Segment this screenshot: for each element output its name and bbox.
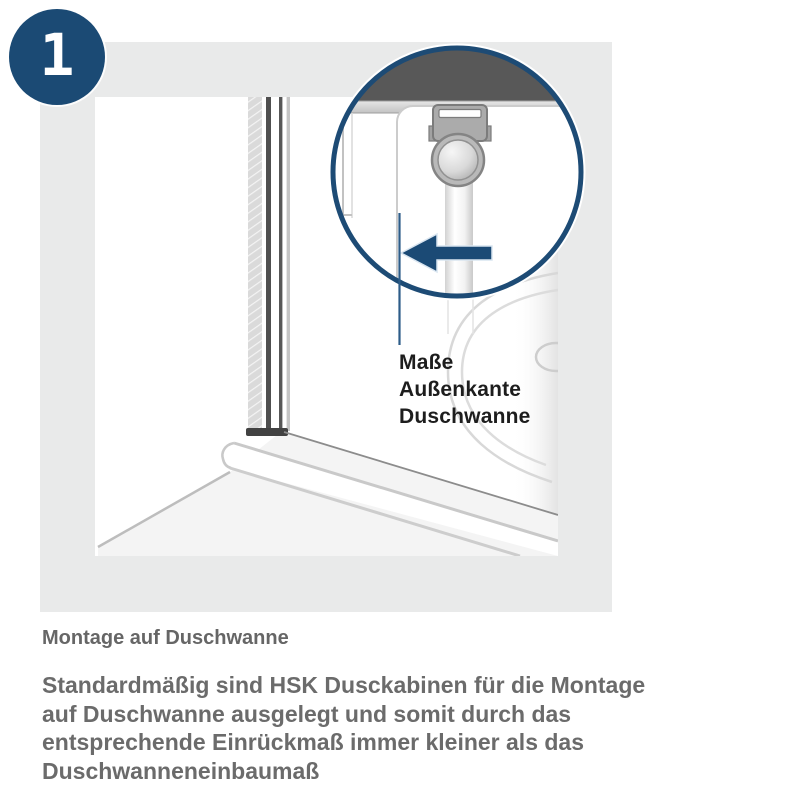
profile-end-cap <box>246 428 288 436</box>
profile-dark-strip-1 <box>266 97 271 431</box>
caption-heading: Montage auf Duschwanne <box>42 627 289 649</box>
callout-label <box>399 349 531 430</box>
callout-label-line-2: Außenkante <box>399 378 522 401</box>
figure-panel <box>40 42 612 612</box>
caption-body-line-2: auf Duschwanne ausgelegt und somit durch das <box>42 700 572 727</box>
step-number: 1 <box>39 21 75 89</box>
caption-body-line-4: Duschwanneneinbaumaß <box>42 758 320 785</box>
step-1-badge <box>9 9 105 105</box>
profile-light-strip <box>287 97 290 431</box>
shower-installation-illustration <box>40 42 612 612</box>
wheel-inner <box>438 140 478 180</box>
caption-body-line-1: Standardmäßig sind HSK Dusckabinen für die Montage <box>42 672 646 698</box>
roller-wheel <box>432 134 484 186</box>
bracket-slot <box>439 110 481 118</box>
caption-body-line-3: entsprechende Einrückmaß immer kleiner als das <box>42 729 585 756</box>
profile-dark-strip-2 <box>279 97 282 431</box>
profile-hatched-strip <box>248 97 262 431</box>
callout-label-line-1: Maße <box>399 351 454 374</box>
caption-body <box>42 671 762 786</box>
callout-label-line-3: Duschwanne <box>399 405 531 428</box>
